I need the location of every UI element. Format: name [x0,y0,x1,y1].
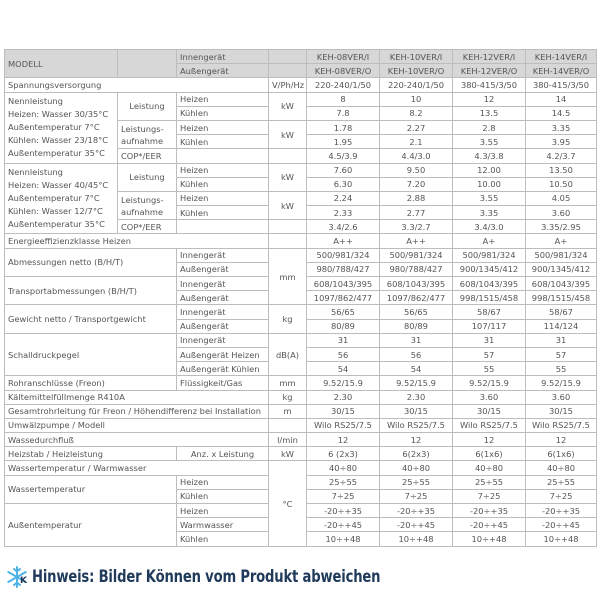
value-cell: 7.8 [307,106,380,120]
value-cell: 10÷+48 [307,532,380,546]
value-cell: 980/788/427 [380,262,453,276]
heizen-label: Heizen [177,163,269,177]
row-label: Kältemittelfüllmenge R410A [5,390,269,404]
desc-line: Kühlen: Wasser 23/18°C [8,134,109,145]
value-cell: 9.52/15.9 [307,376,380,390]
modell-label: MODELL [5,50,118,78]
model-innen: KEH-14VER/I [526,50,597,64]
value-cell: 8.2 [380,106,453,120]
value-cell: 900/1345/412 [526,262,597,276]
value-cell: 12 [307,433,380,447]
value-cell: 25÷55 [307,475,380,489]
table-row [5,333,597,347]
row-label: Abmessungen netto (B/H/T) [5,248,177,276]
value-cell: Wilo RS25/7.5 [526,418,597,432]
value-cell: 80/89 [380,319,453,333]
blank [269,234,307,248]
value-cell: 56 [307,347,380,361]
value-cell: 14.5 [526,106,597,120]
value-cell: 7÷25 [526,489,597,503]
value-cell: 13.5 [453,106,526,120]
value-cell: 58/67 [526,305,597,319]
aussen-label: Außengerät [177,262,269,276]
value-cell: 9.52/15.9 [380,376,453,390]
value-cell: A+ [453,234,526,248]
value-cell: 3.3/2.7 [380,220,453,234]
blank [269,220,307,234]
value-cell: 55 [453,362,526,376]
unit-cell: mm [269,248,307,305]
value-cell: 31 [453,333,526,347]
value-cell: 998/1515/458 [526,291,597,305]
value-cell: A++ [380,234,453,248]
leistung-label: Leistung [118,163,177,191]
table-row [5,447,597,461]
value-cell: 3.4/2.6 [307,220,380,234]
value-cell: 220-240/1/50 [307,78,380,92]
aufnahme-line: Leistungs- [121,123,164,134]
value-cell: 40÷80 [307,461,380,475]
value-cell: 900/1345/412 [453,262,526,276]
aussen-label: Außengerät [177,64,269,78]
value-cell: 1.95 [307,135,380,149]
sub-label: Heizen [177,504,269,518]
value-cell: Wilo RS25/7.5 [307,418,380,432]
spec-table [4,49,597,547]
value-cell: -20÷+45 [380,518,453,532]
heizen-label: Heizen [177,92,269,106]
value-cell: 380-415/3/50 [526,78,597,92]
unit-cell: l/min [269,433,307,447]
value-cell: 2.24 [307,191,380,205]
row-label: Spannungsversorgung [5,78,269,92]
value-cell: 40÷80 [526,461,597,475]
blank [269,149,307,163]
unit-cell: V/Ph/Hz [269,78,307,92]
value-cell: 220-240/1/50 [380,78,453,92]
value-cell: 58/67 [453,305,526,319]
unit-cell: kW [269,120,307,148]
value-cell: 10.50 [526,177,597,191]
value-cell: 107/117 [453,319,526,333]
kuehlen-label: Kühlen [177,135,269,149]
value-cell: 2.30 [307,390,380,404]
value-cell: 4.4/3.0 [380,149,453,163]
desc-line: Heizen: Wasser 40/45°C [8,179,109,190]
heizen-label: Heizen [177,120,269,134]
footer-text: Hinweis: Bilder Können vom Produkt abweichen [32,567,381,587]
value-cell: 7÷25 [453,489,526,503]
value-cell: 40÷80 [380,461,453,475]
sub-label: Anz. x Leistung [177,447,269,461]
sub-label: Kühlen [177,489,269,503]
desc-line: Außentemperatur 35°C [8,147,105,158]
kuehlen-label: Kühlen [177,106,269,120]
svg-text:K: K [20,576,27,586]
value-cell: 10.00 [453,177,526,191]
value-cell: 12 [380,433,453,447]
table-row [5,376,597,390]
row-label: Außentemperatur [5,504,177,547]
value-cell: 25÷55 [380,475,453,489]
value-cell: 55 [526,362,597,376]
value-cell: 4.05 [526,191,597,205]
row-label: Energieeffizienzklasse Heizen [5,234,269,248]
cop-label: COP*/EER [118,220,177,234]
header-unit-blank [269,64,307,78]
aufnahme-label [118,120,177,148]
nennleistung-desc [5,92,118,163]
value-cell: A++ [307,234,380,248]
value-cell: 8 [307,92,380,106]
value-cell: 3.95 [526,135,597,149]
sub-label: Warmwasser [177,518,269,532]
value-cell: 40÷80 [453,461,526,475]
model-innen: KEH-12VER/I [453,50,526,64]
value-cell: 56/65 [307,305,380,319]
value-cell: 6(2x3) [380,447,453,461]
value-cell: 31 [380,333,453,347]
value-cell: 9.52/15.9 [526,376,597,390]
value-cell: -20÷+35 [453,504,526,518]
blank [177,149,269,163]
value-cell: 2.1 [380,135,453,149]
desc-line: Heizen: Wasser 30/35°C [8,108,109,119]
desc-line: Außentemperatur 7°C [8,192,100,203]
value-cell: 7÷25 [307,489,380,503]
unit-cell: m [269,404,307,418]
aussen-label: Außengerät [177,319,269,333]
value-cell: 2.30 [380,390,453,404]
value-cell: 980/788/427 [307,262,380,276]
value-cell: 30/15 [380,404,453,418]
value-cell: 998/1515/458 [453,291,526,305]
value-cell: 57 [453,347,526,361]
table-row [5,92,597,106]
header-unit-blank [269,50,307,64]
value-cell: 6 (2x3) [307,447,380,461]
value-cell: 3.35/2.95 [526,220,597,234]
model-aussen: KEH-10VER/O [380,64,453,78]
snowflake-icon [6,566,28,588]
value-cell: 7.60 [307,163,380,177]
row-label: Wassertemperatur / Warmwasser [5,461,269,475]
aufnahme-line: aufnahme [121,206,164,217]
value-cell: 10÷+48 [453,532,526,546]
value-cell: 54 [307,362,380,376]
model-innen: KEH-10VER/I [380,50,453,64]
value-cell: 500/981/324 [453,248,526,262]
aufnahme-line: Leistungs- [121,194,164,205]
innen-label: Innengerät [177,277,269,291]
value-cell: 56 [380,347,453,361]
desc-line: Nennleistung [8,166,63,177]
heizen-label: Heizen [177,191,269,205]
value-cell: 31 [526,333,597,347]
table-row [5,163,597,177]
model-aussen: KEH-12VER/O [453,64,526,78]
value-cell: 56/65 [380,305,453,319]
cop-label: COP*/EER [118,149,177,163]
aufnahme-line: aufnahme [121,135,164,146]
sub-label: Außengerät Kühlen [177,362,269,376]
value-cell: 2.27 [380,120,453,134]
value-cell: 10÷+48 [380,532,453,546]
value-cell: 3.60 [453,390,526,404]
value-cell: -20÷+35 [526,504,597,518]
value-cell: 10 [380,92,453,106]
value-cell: -20÷+45 [526,518,597,532]
value-cell: A+ [526,234,597,248]
row-label: Rohranschlüsse (Freon) [5,376,177,390]
value-cell: 500/981/324 [526,248,597,262]
value-cell: 3.55 [453,191,526,205]
row-label: Gesamtrohrleitung für Freon / Höhendifferenz bei Installation [5,404,269,418]
table-row [5,418,597,432]
value-cell: 57 [526,347,597,361]
aufnahme-label [118,191,177,219]
value-cell: 25÷55 [526,475,597,489]
row-label: Gewicht netto / Transportgewicht [5,305,177,333]
kuehlen-label: Kühlen [177,206,269,220]
value-cell: 1097/862/477 [380,291,453,305]
blank [269,418,307,432]
value-cell: 7.20 [380,177,453,191]
value-cell: 1.78 [307,120,380,134]
value-cell: 12.00 [453,163,526,177]
value-cell: 4.5/3.9 [307,149,380,163]
value-cell: 4.2/3.7 [526,149,597,163]
value-cell: 54 [380,362,453,376]
row-label: Heizstab / Heizleistung [5,447,177,461]
kuehlen-label: Kühlen [177,177,269,191]
value-cell: 9.52/15.9 [453,376,526,390]
desc-line: Kühlen: Wasser 12/7°C [8,205,103,216]
value-cell: 608/1043/395 [307,277,380,291]
value-cell: 2.8 [453,120,526,134]
value-cell: 6(1x6) [526,447,597,461]
value-cell: 30/15 [453,404,526,418]
value-cell: 3.35 [453,206,526,220]
innen-label: Innengerät [177,305,269,319]
value-cell: Wilo RS25/7.5 [380,418,453,432]
value-cell: 12 [453,92,526,106]
leistung-label: Leistung [118,92,177,120]
value-cell: 500/981/324 [380,248,453,262]
value-cell: 3.4/3.0 [453,220,526,234]
value-cell: 608/1043/395 [453,277,526,291]
aussen-label: Außengerät [177,291,269,305]
sub-label: Heizen [177,475,269,489]
header-blank [118,50,177,78]
value-cell: 13.50 [526,163,597,177]
sub-label: Flüssigkeit/Gas [177,376,269,390]
unit-cell: °C [269,461,307,546]
sub-label: Außengerät Heizen [177,347,269,361]
table-row [5,78,597,92]
sub-label: Kühlen [177,532,269,546]
unit-cell: kW [269,163,307,191]
table-row [5,234,597,248]
unit-cell: kW [269,447,307,461]
innen-label: Innengerät [177,248,269,262]
value-cell: 30/15 [307,404,380,418]
spec-sheet [4,49,596,547]
desc-line: Nennleistung [8,95,63,106]
row-label: Umwälzpumpe / Modell [5,418,269,432]
value-cell: 500/981/324 [307,248,380,262]
value-cell: 2.77 [380,206,453,220]
value-cell: Wilo RS25/7.5 [453,418,526,432]
value-cell: 380-415/3/50 [453,78,526,92]
model-innen: KEH-08VER/I [307,50,380,64]
value-cell: -20÷+35 [380,504,453,518]
footer-note [6,566,437,588]
value-cell: 3.60 [526,390,597,404]
table-row [5,390,597,404]
value-cell: 7÷25 [380,489,453,503]
value-cell: 31 [307,333,380,347]
innen-label: Innengerät [177,50,269,64]
desc-line: Außentemperatur 35°C [8,218,105,229]
value-cell: 10÷+48 [526,532,597,546]
value-cell: 6.30 [307,177,380,191]
unit-cell: kg [269,390,307,404]
blank [177,220,269,234]
table-row [5,404,597,418]
value-cell: 2.88 [380,191,453,205]
value-cell: 25÷55 [453,475,526,489]
row-label: Transportabmessungen (B/H/T) [5,277,177,305]
value-cell: -20÷+45 [307,518,380,532]
table-row [5,248,597,262]
value-cell: 608/1043/395 [526,277,597,291]
value-cell: -20÷+35 [307,504,380,518]
value-cell: 6(1x6) [453,447,526,461]
unit-cell: mm [269,376,307,390]
desc-line: Außentemperatur 7°C [8,121,100,132]
value-cell: 80/89 [307,319,380,333]
nennleistung-desc [5,163,118,234]
row-label: Wassedurchfluß [5,433,269,447]
sub-label: Innengerät [177,333,269,347]
unit-cell: kg [269,305,307,333]
value-cell: 9.50 [380,163,453,177]
table-row [5,461,597,475]
table-row [5,305,597,319]
value-cell: 14 [526,92,597,106]
value-cell: 3.35 [526,120,597,134]
table-row [5,50,597,64]
table-row [5,433,597,447]
value-cell: 12 [526,433,597,447]
value-cell: 30/15 [526,404,597,418]
value-cell: 2.33 [307,206,380,220]
unit-cell: kW [269,92,307,120]
model-aussen: KEH-08VER/O [307,64,380,78]
value-cell: 12 [453,433,526,447]
model-aussen: KEH-14VER/O [526,64,597,78]
value-cell: 114/124 [526,319,597,333]
value-cell: 4.3/3.8 [453,149,526,163]
row-label: Schalldruckpegel [5,333,177,376]
value-cell: 3.55 [453,135,526,149]
value-cell: 608/1043/395 [380,277,453,291]
value-cell: -20÷+45 [453,518,526,532]
unit-cell: dB(A) [269,333,307,376]
value-cell: 1097/862/477 [307,291,380,305]
value-cell: 3.60 [526,206,597,220]
unit-cell: kW [269,191,307,219]
row-label: Wassertemperatur [5,475,177,503]
